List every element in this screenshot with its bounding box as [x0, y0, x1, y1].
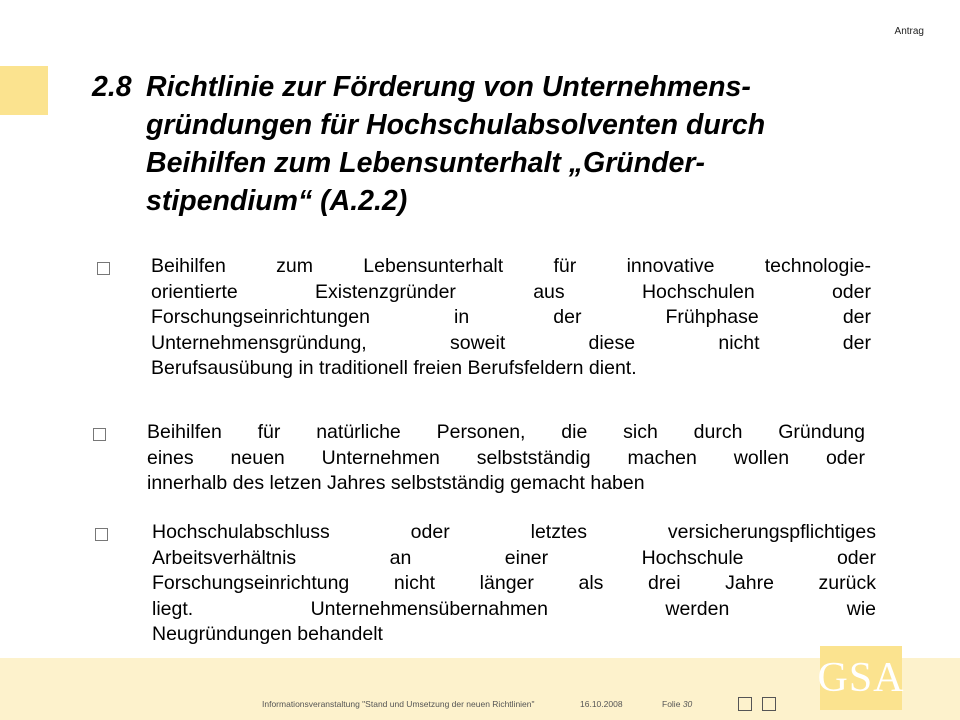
bullet-line: eines neuen Unternehmen selbstständig machen wollen oder: [147, 446, 865, 469]
bullet-line: liegt. Unternehmensübernahmen werden wie: [152, 597, 876, 620]
next-slide-icon[interactable]: [762, 697, 776, 711]
bullet-text: [151, 254, 871, 382]
bullet-text: [152, 520, 876, 648]
square-bullet-icon: [97, 262, 110, 275]
title-line: stipendium“ (A.2.2): [146, 185, 408, 217]
bullet-line: Forschungseinrichtungen in der Frühphase der: [151, 306, 871, 328]
accent-square: [0, 66, 48, 115]
slide-title: [92, 68, 902, 220]
bullet-line: Neugründungen behandelt: [152, 623, 383, 645]
bullet-line: Berufsausübung in traditionell freien Berufsfeldern dient.: [151, 357, 637, 379]
gsa-logo: GSA: [820, 646, 902, 710]
prev-slide-icon[interactable]: [738, 697, 752, 711]
title-line: Richtlinie zur Förderung von Unternehmens-: [146, 71, 751, 103]
bullet-text: [147, 420, 865, 497]
bullet-line: orientierte Existenzgründer aus Hochschulen oder: [151, 280, 871, 303]
footer-date: 16.10.2008: [580, 699, 623, 709]
slide-number: 30: [682, 699, 693, 709]
footer-slide-number: [662, 699, 692, 709]
bullet-line: innerhalb des letzen Jahres selbstständig gemacht haben: [147, 472, 645, 494]
title-line: Beihilfen zum Lebensunterhalt „Gründer-: [146, 147, 705, 179]
bullet-item: [96, 254, 876, 382]
bullet-line: Forschungseinrichtung nicht länger als drei Jahre zurück: [152, 572, 876, 594]
section-label: Antrag: [894, 26, 924, 37]
title-line: gründungen für Hochschulabsolventen durch: [146, 109, 766, 141]
bullet-line: Arbeitsverhältnis an einer Hochschule oder: [152, 546, 876, 569]
bullet-line: Unternehmensgründung, soweit diese nicht der: [151, 331, 871, 354]
title-number: 2.8: [92, 71, 132, 103]
bullet-line: Beihilfen für natürliche Personen, die sich durch Gründung: [147, 421, 865, 443]
bullet-item: [94, 520, 884, 648]
footer-band: [0, 658, 960, 720]
bullet-line: Hochschulabschluss oder letztes versicherungspflichtiges: [152, 521, 876, 543]
bullet-item: [92, 420, 872, 497]
slide-label: Folie: [662, 699, 681, 709]
square-bullet-icon: [95, 528, 108, 541]
footer-event: Informationsveranstaltung "Stand und Umsetzung der neuen Richtlinien": [262, 699, 535, 709]
square-bullet-icon: [93, 428, 106, 441]
bullet-line: Beihilfen zum Lebensunterhalt für innovative technologie-: [151, 255, 871, 277]
